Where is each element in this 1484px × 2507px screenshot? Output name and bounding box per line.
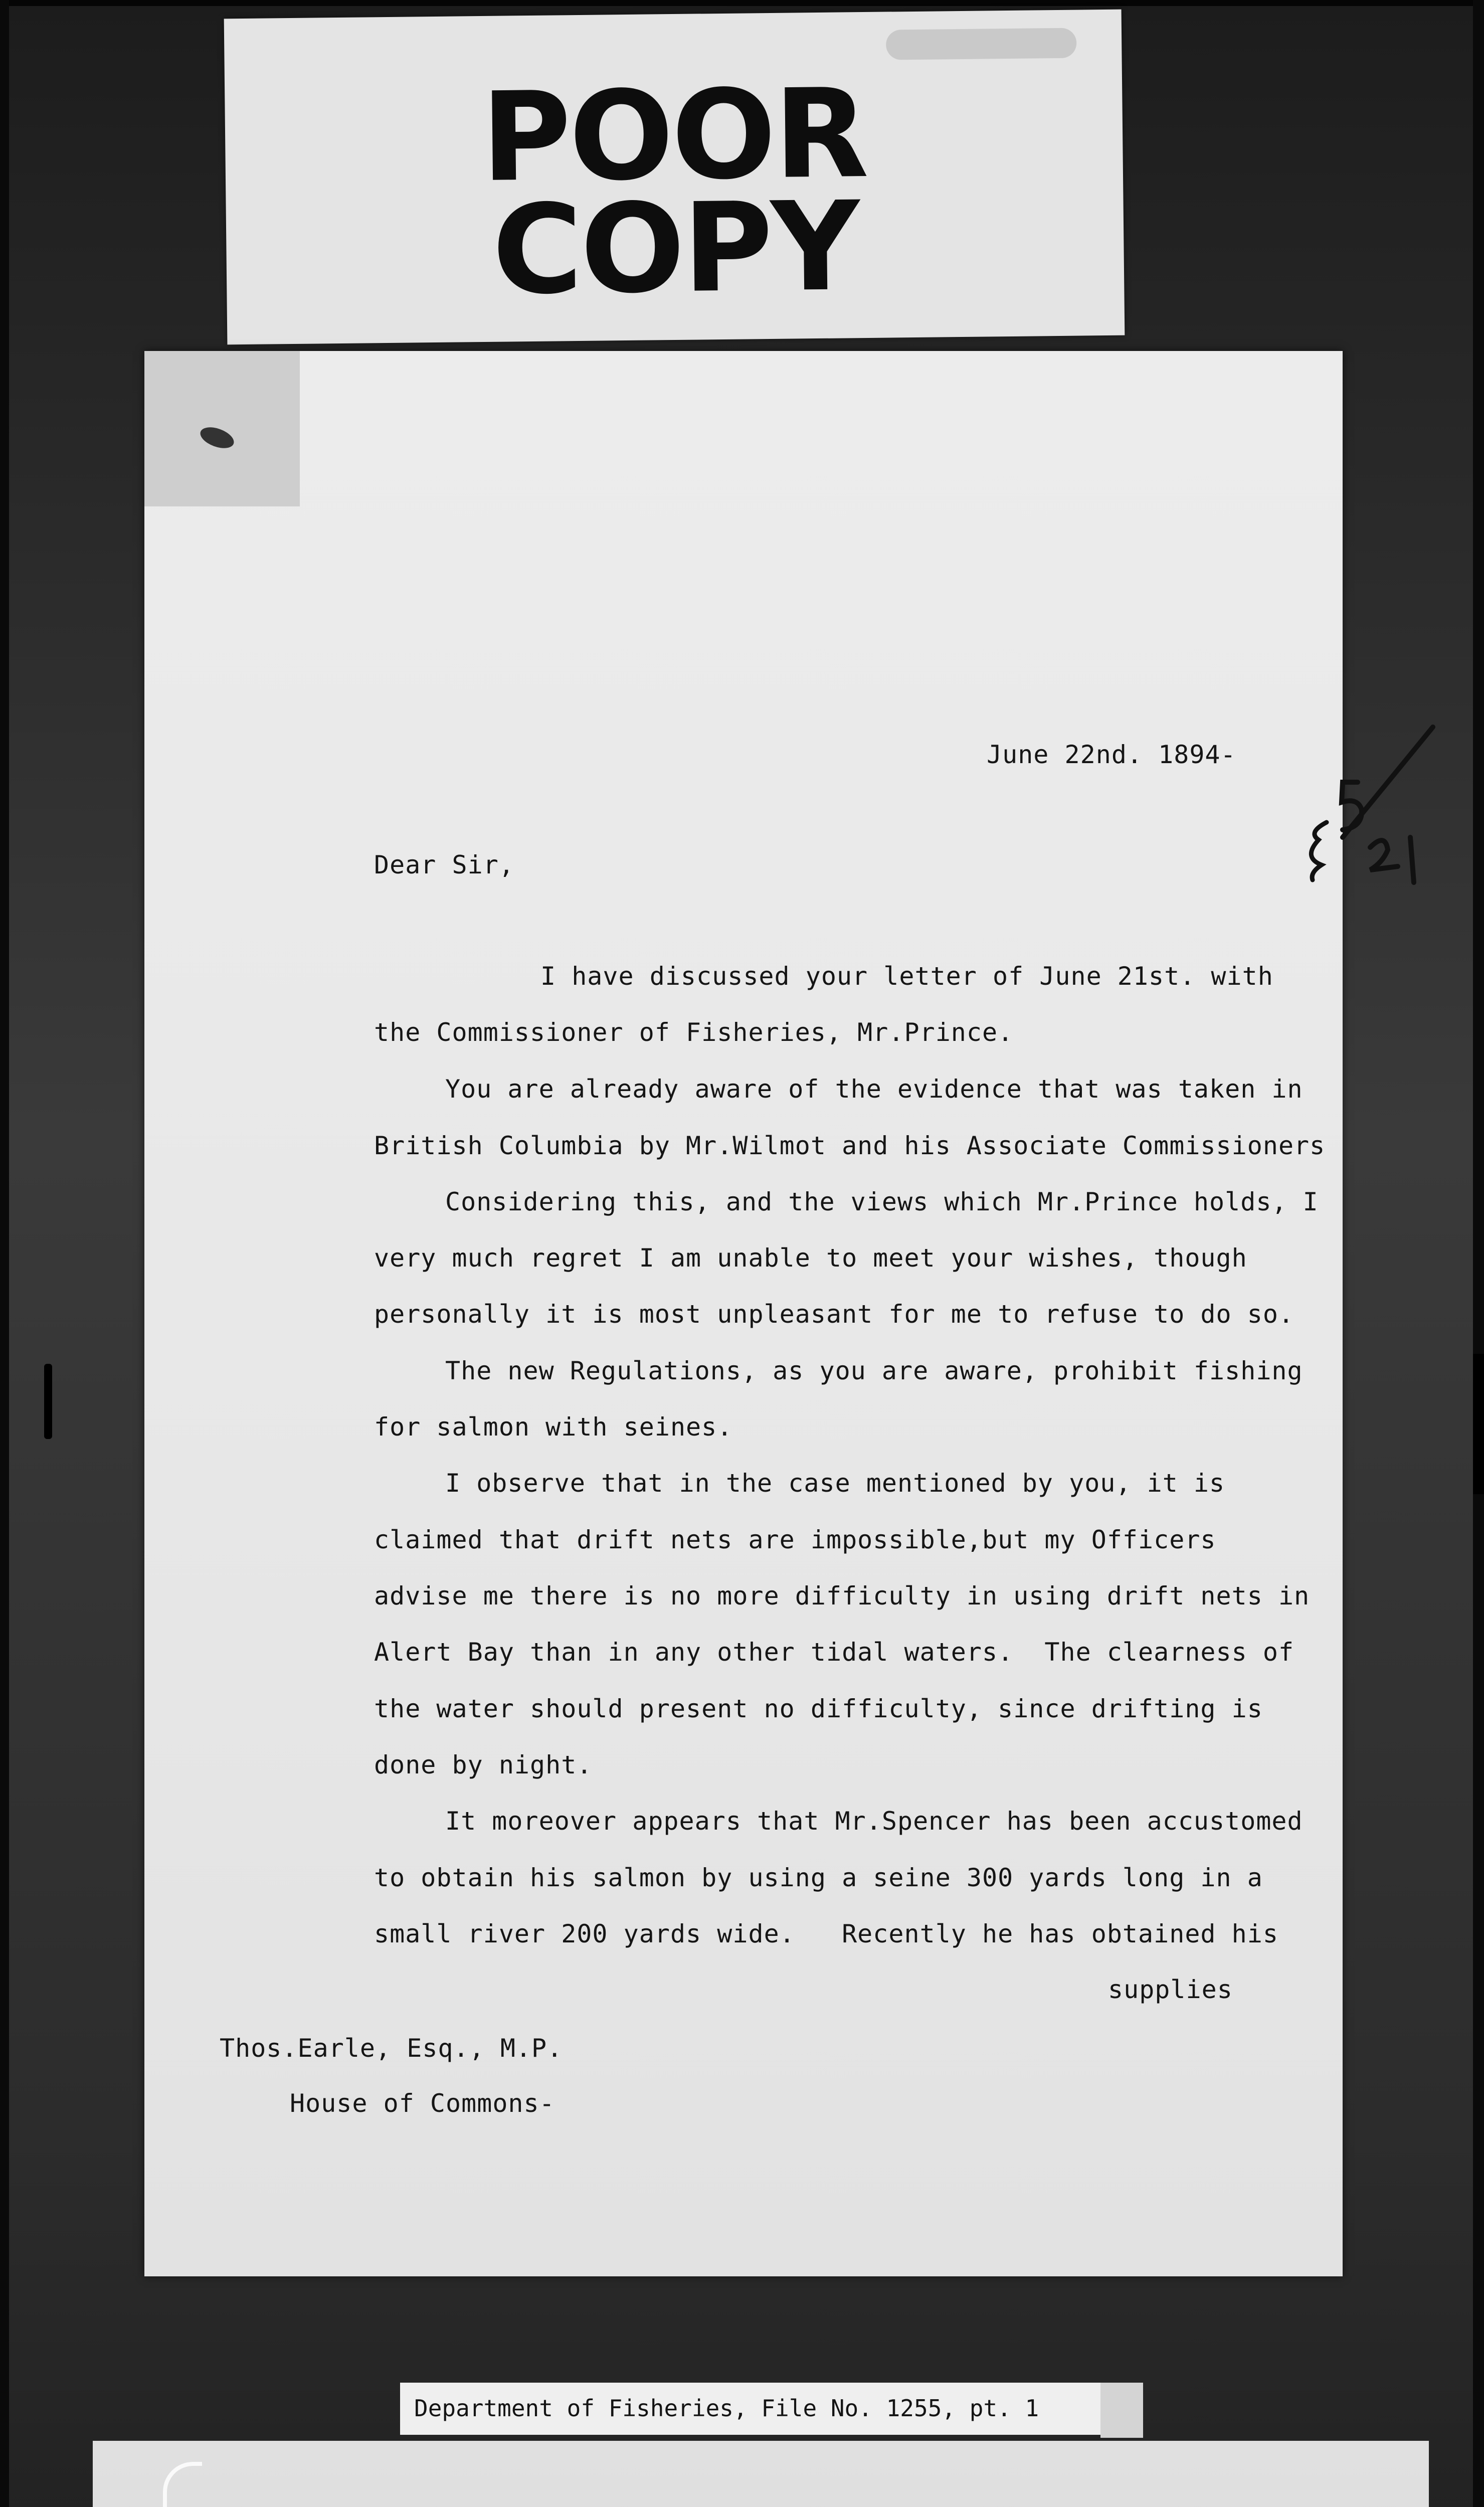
file-reference-tag [400,2383,1104,2435]
body-line: I observe that in the case mentioned by you, it is [445,1469,1225,1498]
letter-date: June 22nd. 1894- [987,740,1236,769]
frame-top-edge [0,0,1484,6]
body-line: claimed that drift nets are impossible,but my Officers [374,1525,1216,1554]
recipient-name: Thos.Earle, Esq., M.P. [220,2034,563,2063]
body-line: the Commissioner of Fisheries, Mr.Prince. [374,1018,1014,1047]
letter-page [144,351,1343,2276]
body-line: to obtain his salmon by using a seine 300 yards long in a [374,1863,1263,1892]
body-line: the water should present no difficulty, since drifting is [374,1694,1263,1723]
archive-stamp-label [93,2441,1429,2507]
body-line: advise me there is no more difficulty in using drift nets in [374,1581,1310,1610]
frame-right-edge [1473,0,1484,2507]
letter-salutation: Dear Sir, [374,850,514,879]
left-film-mark [44,1364,52,1439]
recipient-address: House of Commons- [290,2089,555,2118]
body-line: You are already aware of the evidence that was taken in [445,1075,1303,1104]
poor-copy-label [224,10,1125,345]
right-film-mark [1473,1354,1484,1494]
label-glare [163,2462,202,2507]
body-line: for salmon with seines. [374,1412,733,1442]
body-line: Alert Bay than in any other tidal waters. The clearness of [374,1638,1294,1667]
body-line: British Columbia by Mr.Wilmot and his Associate Commissioners [374,1131,1326,1160]
body-line: personally it is most unpleasant for me to refuse to do so. [374,1300,1294,1329]
body-line: I have discussed your letter of June 21st. with [540,962,1273,991]
body-line: It moreover appears that Mr.Spencer has been accustomed [445,1807,1303,1836]
file-reference: Department of Fisheries, File No. 1255, pt. 1 [414,2395,1039,2422]
poor-copy-line2: COPY [491,175,859,322]
paper-stain [144,351,300,506]
body-line: done by night. [374,1750,593,1779]
body-line: small river 200 yards wide. Recently he has obtained his [374,1919,1278,1948]
body-line: The new Regulations, as you are aware, prohibit fishing [445,1356,1303,1385]
tag-tape [1100,2383,1143,2438]
poor-copy-line1: POOR [480,62,867,210]
body-line: Considering this, and the views which Mr.Prince holds, I [445,1187,1319,1216]
frame-left-edge [0,0,9,2507]
handwritten-annotation [1282,707,1448,908]
body-line: very much regret I am unable to meet your wishes, though [374,1243,1247,1273]
catchword: supplies [1108,1975,1233,2004]
label-smudge [886,28,1077,60]
